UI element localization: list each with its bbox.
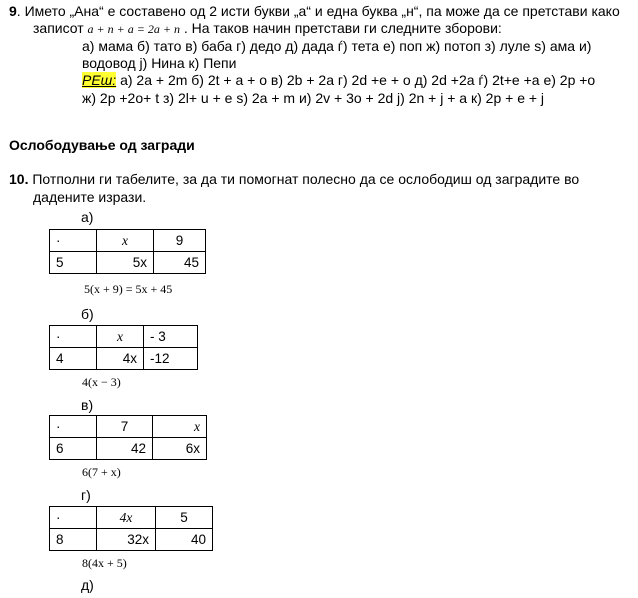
table-cell: 6 [50,438,97,460]
table-cell: -12 [144,348,198,370]
table-a [49,229,206,274]
table-b [49,325,198,370]
table-cell: 5 [50,252,97,274]
table-cell: - 3 [144,326,198,348]
table-e-label: д) [81,577,94,593]
table-row [50,416,207,438]
word-list-line-1: а) мама б) тато в) баба г) дедо д) дада ѓ) тета е) поп ж) потоп з) луле ѕ) ама и) [82,38,592,54]
table-cell: 5x [97,252,154,274]
table-b-label: б) [81,306,94,322]
table-row [50,326,198,348]
name-formula: a + n + a = 2a + n [87,22,180,36]
solution-label: РЕш: [82,72,117,88]
table-cell: 45 [154,252,206,274]
table-cell: 4x [97,507,156,529]
table-c-label: в) [81,397,94,413]
table-row [50,230,206,252]
table-cell: x [97,230,154,252]
word-list-line-2: водовод ј) Нина к) Пепи [82,55,237,71]
section-heading: Ослободување од загради [9,137,195,153]
table-cell: · [50,326,97,348]
table-d-label: г) [81,487,91,503]
table-cell: 42 [97,438,153,460]
problem-9-number: 9 [9,3,17,19]
table-cell: x [97,326,144,348]
table-row [50,529,213,551]
table-cell: 8 [50,529,97,551]
table-row [50,252,206,274]
table-cell: 32x [97,529,156,551]
table-c [49,415,207,460]
solution-line-2: ж) 2p +2o+ t з) 2l+ u + e ѕ) 2a + m и) 2v + 3o + 2d ј) 2n + ј + a к) 2p + e + ј [82,90,545,106]
solution-line-1: РЕш: а) 2a + 2m б) 2t + a + o в) 2b + 2a г) 2d +e + o д) 2d +2a ѓ) 2t+e +a е) 2p +o [82,72,596,88]
table-cell: 40 [156,529,213,551]
table-row [50,348,198,370]
table-cell: x [153,416,207,438]
table-b-caption: 4(x − 3) [82,375,121,389]
table-cell: · [50,507,97,529]
problem-9-line-2: записот a + n + a = 2a + n . На таков начин претстави ги следните зборови: [33,20,502,36]
table-c-caption: 6(7 + x) [82,465,121,479]
table-row [50,438,207,460]
table-d-caption: 8(4x + 5) [82,556,127,570]
table-cell: 4 [50,348,97,370]
table-cell: · [50,416,97,438]
problem-9-line-1: 9. Името „Ана“ е составено од 2 исти букви „а“ и една буква „н“, па може да се претстави како [9,3,620,19]
table-cell: 9 [154,230,206,252]
table-cell: 4x [97,348,144,370]
problem-10-line-2: дадените изрази. [33,189,147,205]
table-cell: · [50,230,97,252]
table-d [49,506,213,551]
problem-10-number: 10. [9,171,29,187]
problem-10-line-1: 10. Потполни ги табелите, за да ти помогнат полесно да се ослободиш од заградите во [9,171,580,187]
table-cell: 6x [153,438,207,460]
table-cell: 7 [97,416,153,438]
table-a-label: а) [81,209,94,225]
table-cell: 5 [156,507,213,529]
table-row [50,507,213,529]
table-a-caption: 5(x + 9) = 5x + 45 [84,282,173,296]
